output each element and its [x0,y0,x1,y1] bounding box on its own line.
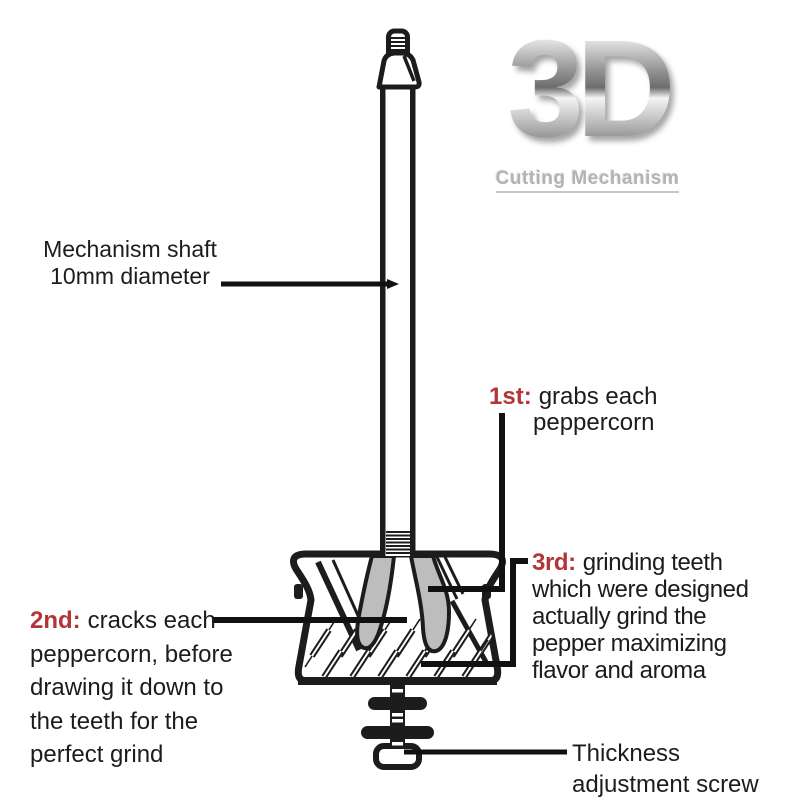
label-step3 [532,549,749,684]
mechanism-shaft [379,31,419,556]
step2-text5: perfect grind [30,741,164,768]
step2-text4: the teeth for the [30,707,199,735]
shaft-cap [379,53,419,87]
label-step2-line1 [30,604,233,638]
step2-prefix: 2nd: [30,607,81,634]
label-mechanism-shaft-line1: Mechanism shaft [43,236,217,262]
step1-text1: grabs each [538,383,658,410]
label-mechanism-shaft-line2: 10mm diameter [50,263,210,289]
step3-text1: grinding teeth [582,549,723,576]
logo-3d-text: 3D [480,14,695,164]
step2-text2: peppercorn, before [30,640,233,668]
step3-prefix: 3rd: [532,549,576,576]
logo-caption: Cutting Mechanism [496,168,680,193]
label-step1 [489,384,657,436]
adjustment-screw [361,684,434,767]
label-thickness-screw [572,738,759,800]
label-thickness-line2: adjustment screw [572,771,759,798]
step1-prefix: 1st: [489,383,532,410]
label-mechanism-shaft [30,236,230,290]
label-step2 [30,604,233,772]
step3-text5: flavor and aroma [532,657,706,684]
label-step1-line1 [489,384,657,410]
label-thickness-line1: Thickness [572,740,681,767]
step2-text3: drawing it down to [30,674,224,701]
step3-text4: pepper maximizing [532,630,727,657]
step3-text2: which were designed [532,576,749,603]
step2-text1: cracks each [87,607,216,634]
step1-text2: peppercorn [533,409,655,436]
shaft-lower-threads [386,532,410,553]
step3-text3: actually grind the [532,603,707,630]
label-step3-line1 [532,549,749,576]
logo-block [480,14,695,193]
